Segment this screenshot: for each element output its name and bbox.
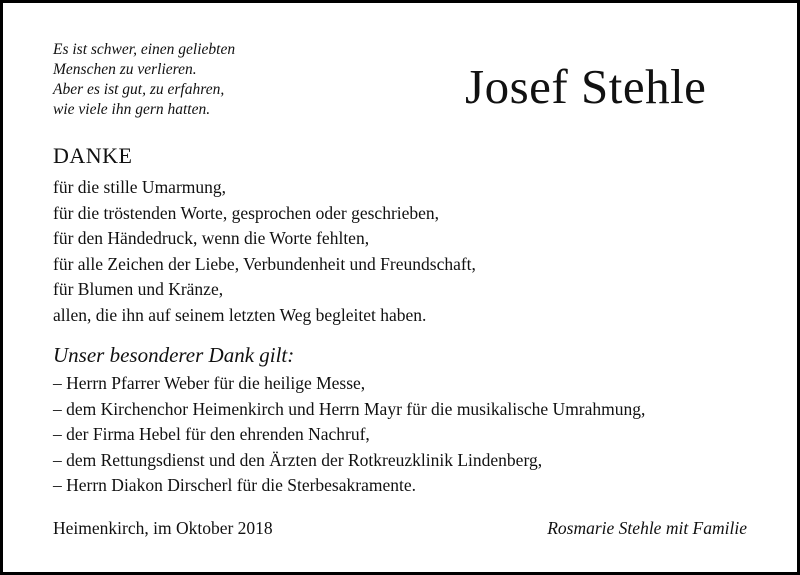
- special-thanks-item: – dem Rettungsdienst und den Ärzten der Rotkreuzklinik Lindenberg,: [53, 449, 543, 470]
- special-thanks-heading: Unser besonderer Dank gilt:: [53, 343, 295, 367]
- special-thanks-item: – Herrn Diakon Dirscherl für die Sterbesakramente.: [53, 475, 416, 495]
- special-thanks-list: [53, 371, 645, 499]
- thanks-line: für alle Zeichen der Liebe, Verbundenheit und Freundschaft,: [53, 253, 476, 274]
- thanks-heading: DANKE: [53, 143, 133, 168]
- special-thanks-item: – dem Kirchenchor Heimenkirch und Herrn Mayr für die musikalische Umrahmung,: [53, 398, 646, 419]
- thanks-list: [53, 175, 476, 328]
- motto-line: Aber es ist gut, zu erfahren,: [53, 81, 225, 98]
- thanks-line: für den Händedruck, wenn die Worte fehlten,: [53, 228, 370, 248]
- thanks-line: für die tröstenden Worte, gesprochen oder geschrieben,: [53, 202, 440, 223]
- thanks-line: für Blumen und Kränze,: [53, 279, 224, 299]
- motto-line: Es ist schwer, einen geliebten: [53, 41, 236, 58]
- thanks-line: für die stille Umarmung,: [53, 177, 227, 197]
- motto-line: wie viele ihn gern hatten.: [53, 101, 211, 118]
- special-thanks-item: – der Firma Hebel für den ehrenden Nachruf,: [53, 424, 370, 444]
- thanks-line: allen, die ihn auf seinem letzten Weg begleitet haben.: [53, 304, 427, 325]
- motto-line: Menschen zu verlieren.: [53, 61, 197, 78]
- family-signature: Rosmarie Stehle mit Familie: [547, 518, 747, 538]
- motto-quote: [53, 40, 235, 120]
- special-thanks-item: – Herrn Pfarrer Weber für die heilige Messe,: [53, 373, 366, 393]
- deceased-name: Josef Stehle: [465, 59, 707, 114]
- place-date: Heimenkirch, im Oktober 2018: [53, 518, 273, 538]
